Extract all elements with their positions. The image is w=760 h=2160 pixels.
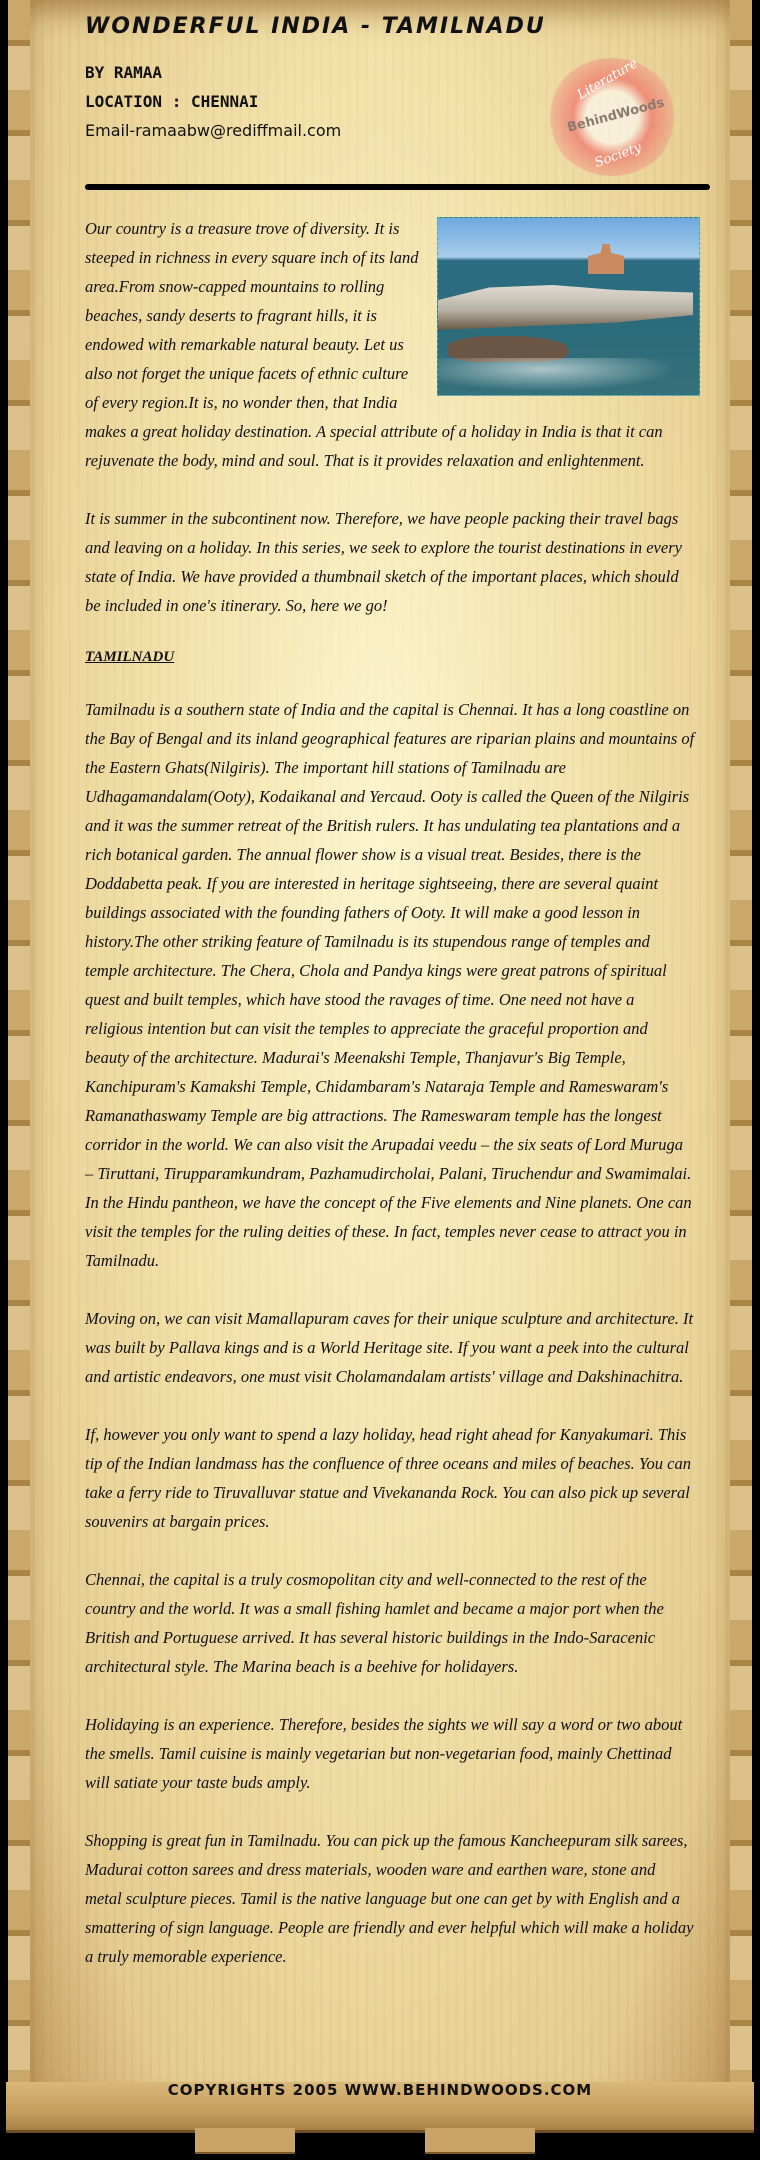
photo-temple [588,244,624,274]
section-heading: TAMILNADU [85,649,175,665]
scroll-tab [195,2128,295,2154]
vivekananda-rock-photo [437,217,700,396]
scroll-tab [425,2128,535,2154]
logo-text-bottom: Society [592,140,644,171]
paragraph-chennai: Chennai, the capital is a truly cosmopolitan city and well-connected to the rest of the country and the world. It was a small fishing hamlet and became a major port when the British and Portuguese arrived. It has several historic buildings in the Indo-Saracenic architectural style. The Marina beach is a beehive for holidayers. [85,1570,664,1676]
intro-paragraph: Our country is a treasure trove of diversity. It is steeped in richness in every square inch of its land area.From snow-capped mountains to rolling beaches, sandy deserts to fragrant hills, it is endowed with remarkable natural beauty. Let us also not forget the unique facets of ethnic culture of every region.It is, no wonder then, that India makes a great holiday destination. A special attribute of a holiday in India is that it can rejuvenate the body, mind and soul. That is it provides relaxation and enlightenment. [85,219,663,470]
copyright-footer: COPYRIGHTS 2005 WWW.BEHINDWOODS.COM [167,2081,593,2099]
header-divider [85,184,710,190]
paragraph-kanyakumari: If, however you only want to spend a lazy holiday, head right ahead for Kanyakumari. This tip of the Indian landmass has the confluence of three oceans and miles of beaches. You can take a ferry ride to Tiruvalluvar statue and Vivekananda Rock. You can also pick up several souvenirs at bargain prices. [85,1425,691,1531]
summer-paragraph: It is summer in the subcontinent now. Therefore, we have people packing their travel bags and leaving on a holiday. In this series, we seek to explore the tourist destinations in every state of India. We have provided a thumbnail sketch of the important places, which should be included in one's itinerary. So, here we go! [85,509,682,615]
author-email[interactable]: Email-ramaabw@rediffmail.com [85,121,342,140]
logo-text-top: Literature [574,56,641,103]
author-byline: BY RAMAA [85,63,163,82]
logo-text-middle: BehindWoods [565,95,667,136]
scroll-edge-right [730,0,752,2120]
paragraph-mamallapuram: Moving on, we can visit Mamallapuram caves for their unique sculpture and architecture. It was built by Pallava kings and is a World Heritage site. If you want a peek into the cultural and artistic endeavors, one must visit Cholamandalam artists' village and Dakshinachitra. [85,1309,694,1386]
photo-rock [438,280,693,330]
page-title: WONDERFUL INDIA - TAMILNADU [85,14,546,39]
paragraph-temples: Tamilnadu is a southern state of India and the capital is Chennai. It has a long coastline on the Bay of Bengal and its inland geographical features are riparian plains and mountains of the Eastern Ghats(Nilgiris). The important hill stations of Tamilnadu are Udhagamandalam(Ooty), Kodaikanal and Yercaud. Ooty is called the Queen of the Nilgiris and it was the summer retreat of the British rulers. It has undulating tea plantations and a rich botanical garden. The annual flower show is a visual treat. Besides, there is the Doddabetta peak. If you are interested in heritage sightseeing, there are several quaint buildings associated with the founding fathers of Ooty. It will make a good lesson in history.The other striking feature of Tamilnadu is its stupendous range of temples and temple architecture. The Chera, Chola and Pandya kings were great patrons of spiritual quest and built temples, which have stood the ravages of time. One need not have a religious intention but can visit the temples to appreciate the graceful proportion and beauty of the architecture. Madurai's Meenakshi Temple, Thanjavur's Big Temple, Kanchipuram's Kamakshi Temple, Chidambaram's Nataraja Temple and Rameswaram's Ramanathaswamy Temple are big attractions. The Rameswaram temple has the longest corridor in the world. We can also visit the Arupadai veedu – the six seats of Lord Muruga – Tiruttani, Tirupparamkundram, Pazhamudircholai, Palani, Tiruchendur and Swamimalai. In the Hindu pantheon, we have the concept of the Five elements and Nine planets. One can visit the temples for the ruling deities of these. In fact, temples never cease to attract you in Tamilnadu. [85,700,695,1270]
author-location: LOCATION : CHENNAI [85,92,259,111]
scroll-edge-left [8,0,30,2120]
article-body [85,214,695,2000]
paragraph-shopping: Shopping is great fun in Tamilnadu. You can pick up the famous Kancheepuram silk sarees, Madurai cotton sarees and dress materials, wooden ware and earthen ware, stone and metal sculpture pieces. Tamil is the native language but one can get by with English and a smattering of sign language. People are friendly and ever helpful which will make a holiday a truly memorable experience. [85,1831,694,1966]
literature-society-logo [548,58,676,176]
paragraph-cuisine: Holidaying is an experience. Therefore, besides the sights we will say a word or two about the smells. Tamil cuisine is mainly vegetarian but non-vegetarian food, mainly Chettinad will satiate your taste buds amply. [85,1715,683,1792]
photo-waves [438,358,699,395]
